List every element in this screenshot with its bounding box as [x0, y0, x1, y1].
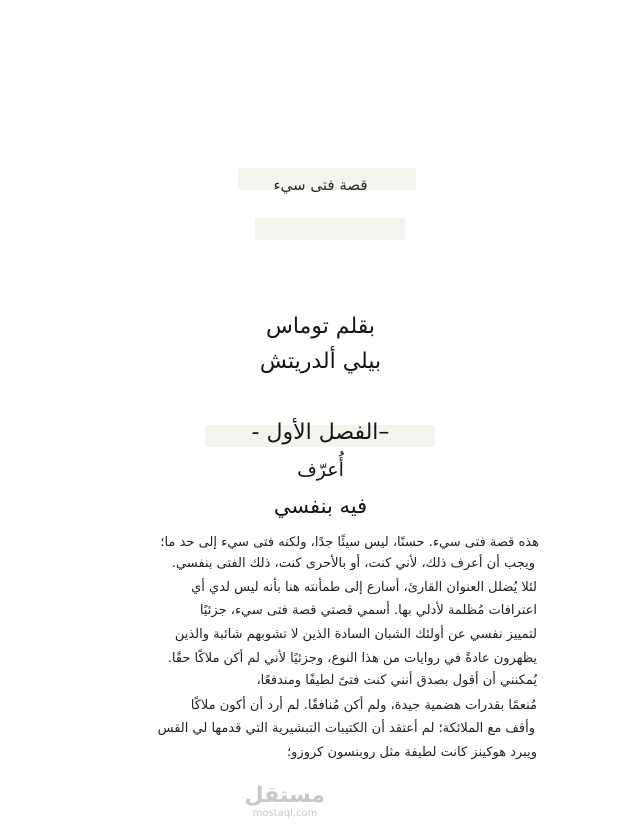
author-line-2: بيلي ألدريتش	[259, 349, 382, 374]
paragraph-line: ويبرد هوكينز كانت لطيفة مثل روبنسون كروزو؛	[287, 745, 537, 760]
paragraph-line: ويجب أن أعرف ذلك، لأني كنت، أو بالأحرى كنت، ذلك الفتى بنفسي.	[171, 556, 535, 571]
paragraph-line: يظهرون عادةً في روايات من هذا النوع، وجزئيًا لأني لم أكن ملاكًا حقًا.	[167, 651, 537, 666]
chapter-subtitle-1: أُعرّف	[297, 459, 344, 481]
paragraph-line: مُنعمًا بقدرات هضمية جيدة، ولم أكن مُنافقًا. لم أرد أن أكون ملاكًا	[190, 698, 537, 713]
author-line-1: بقلم توماس	[265, 314, 375, 339]
book-title: قصة فتى سيء	[273, 176, 368, 194]
chapter-subtitle-2: فيه بنفسي	[273, 494, 368, 518]
watermark-url: mostaql.com	[252, 808, 318, 819]
paragraph-line: لتمييز نفسي عن أولئك الشبان السادة الذين لا تشوبهم شائبة والذين	[174, 627, 537, 642]
paragraph-line: لئلا يُضلل العنوان القارئ، أسارع إلى طمأنته هنا بأنه ليس لدي أي	[191, 580, 537, 595]
paragraph-line: يُمكنني أن أقول بصدق أنني كنت فتىً لطيفًا ومندفعًا،	[256, 673, 537, 688]
chapter-heading: –الفصل الأول -	[251, 420, 390, 445]
paragraph-line: وأقف مع الملائكة؛ لم أعتقد أن الكتيبات التبشيرية التي قدمها لي القس	[157, 721, 535, 736]
watermark-arabic: مستقل	[244, 783, 325, 808]
paragraph-line: هذه قصة فتى سيء. حسنًا، ليس سيئًا جدًا، ولكنه فتى سيء إلى حد ما؛	[160, 535, 539, 550]
show-through-artifact	[255, 218, 405, 240]
watermark-logo	[245, 784, 325, 820]
paragraph-line: اعترافات مُظلمة لأدلي بها. أسمي قصتي قصة فتى سيء، جزئيًا	[199, 603, 537, 618]
